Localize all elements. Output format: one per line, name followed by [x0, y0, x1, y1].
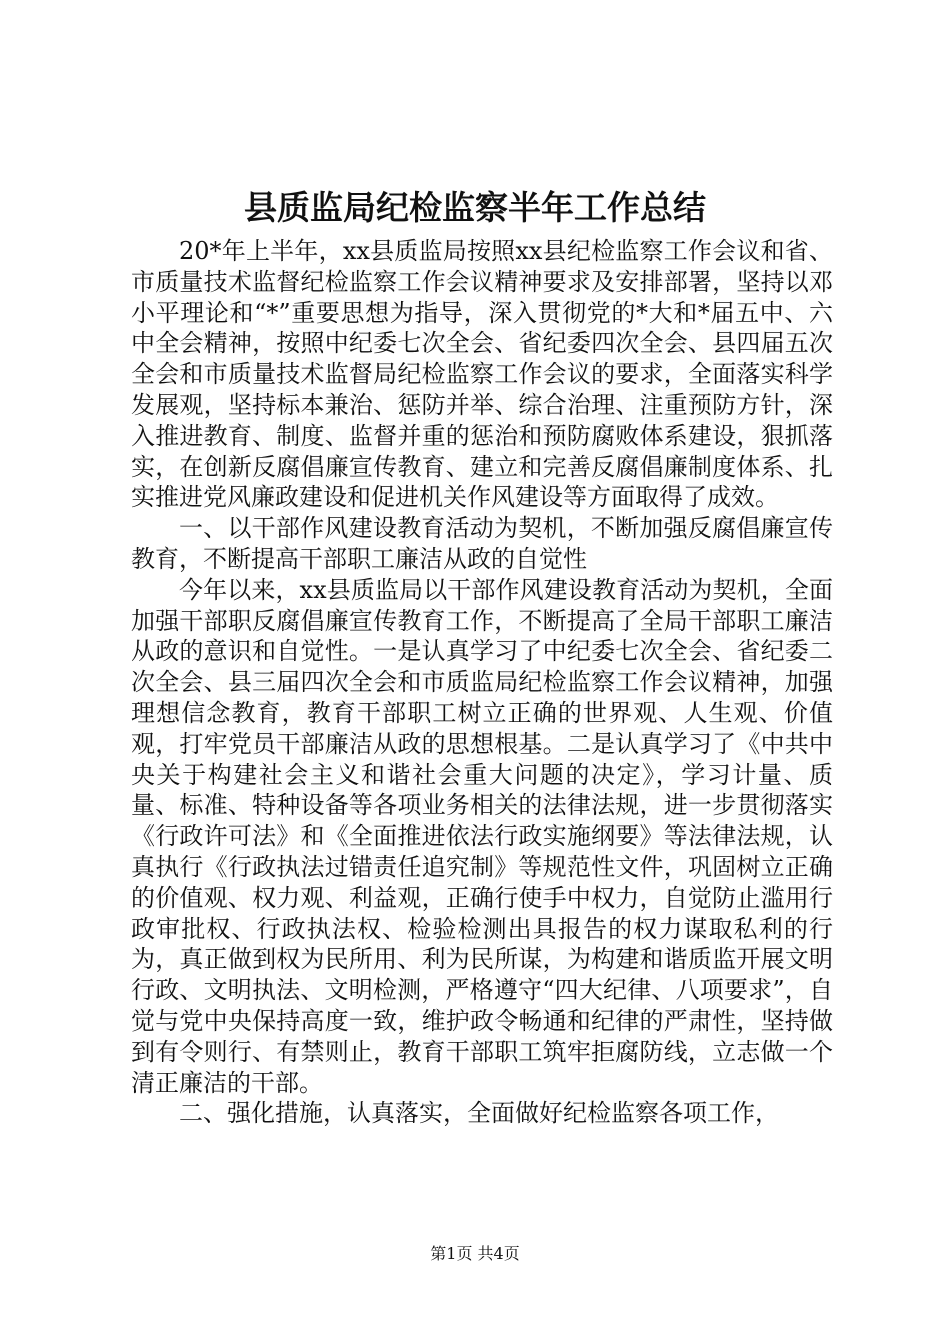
- paragraph-heading-one: 一、以干部作风建设教育活动为契机，不断加强反腐倡廉宣传教育，不断提高干部职工廉洁从政的自觉性: [131, 514, 833, 573]
- document-body: [131, 236, 833, 1129]
- page-footer: 第1页 共4页: [430, 1244, 520, 1263]
- document-title: 县质监局纪检监察半年工作总结: [244, 188, 706, 227]
- paragraph-section-one: 今年以来，xx县质监局以干部作风建设教育活动为契机，全面加强干部职反腐倡廉宣传教育工作，不断提高了全局干部职工廉洁从政的意识和自觉性。一是认真学习了中纪委七次全会、省纪委二次全会、县三届四次全会和市质监局纪检监察工作会议精神，加强理想信念教育，教育干部职工树立正确的世界观、人生观、价值观，打牢党员干部廉洁从政的思想根基。二是认真学习了《中共中央关于构建社会主义和谐社会重大问题的决定》，学习计量、质量、标准、特种设备等各项业务相关的法律法规，进一步贯彻落实《行政许可法》和《全面推进依法行政实施纲要》等法律法规，认真执行《行政执法过错责任追究制》等规范性文件，巩固树立正确的价值观、权力观、利益观，正确行使手中权力，自觉防止滥用行政审批权、行政执法权、检验检测出具报告的权力谋取私利的行为，真正做到权为民所用、利为民所谋，为构建和谐质监开展文明行政、文明执法、文明检测，严格遵守“四大纪律、八项要求”，自觉与党中央保持高度一致，维护政令畅通和纪律的严肃性，坚持做到有令则行、有禁则止，教育干部职工筑牢拒腐防线，立志做一个清正廉洁的干部。: [131, 575, 833, 1097]
- paragraph-heading-two: 二、强化措施，认真落实，全面做好纪检监察各项工作，: [179, 1099, 779, 1128]
- paragraph-intro: 20*年上半年，xx县质监局按照xx县纪检监察工作会议和省、市质量技术监督纪检监察工作会议精神要求及安排部署，坚持以邓小平理论和“*”重要思想为指导，深入贯彻党的*大和*届五中、六中全会精神，按照中纪委七次全会、省纪委四次全会、县四届五次全会和市质量技术监督局纪检监察工作会议的要求，全面落实科学发展观，坚持标本兼治、惩防并举、综合治理、注重预防方针，深入推进教育、制度、监督并重的惩治和预防腐败体系建设，狠抓落实，在创新反腐倡廉宣传教育、建立和完善反腐倡廉制度体系、扎实推进党风廉政建设和促进机关作风建设等方面取得了成效。: [131, 237, 833, 512]
